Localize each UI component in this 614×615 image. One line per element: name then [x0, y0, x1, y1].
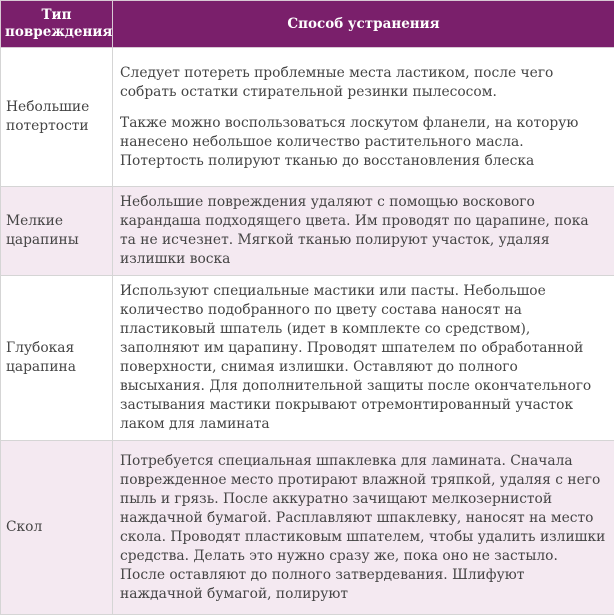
repair-paragraph: Потребуется специальная шпаклевка для ламината. Сначала поврежденное место протирают влажной тряпкой, удаляя с него пыль и грязь. После аккуратно зачищают мелкозернистой наждачной бумагой. Расплавляют шпаклевку, наносят на место скола. Проводят пластиковым шпателем, чтобы удалить излишки средства. Делать это нужно сразу же, пока оно не застыло. После оставляют до полного затвердевания. Шлифуют наждачной бумагой, полируют [120, 452, 607, 604]
header-damage-type: Тип повреждения [1, 1, 113, 48]
damage-type-cell: Глубокая царапина [1, 276, 113, 441]
repair-method-cell [113, 187, 614, 276]
table-header [1, 1, 614, 48]
header-row [1, 1, 614, 48]
header-repair-method: Способ устранения [113, 1, 614, 48]
table-body [1, 48, 614, 615]
repair-paragraph: Также можно воспользоваться лоскутом фланели, на которую нанесено небольшое количество растительного масла. Потертость полируют тканью до восстановления блеска [120, 114, 607, 171]
repair-method-cell [113, 441, 614, 615]
table-row [1, 276, 614, 441]
repair-method-cell [113, 48, 614, 187]
repair-paragraph: Небольшие повреждения удаляют с помощью воскового карандаша подходящего цвета. Им проводят по царапине, пока та не исчезнет. Мягкой тканью полируют участок, удаляя излишки воска [120, 193, 607, 269]
damage-type-cell: Небольшие потертости [1, 48, 113, 187]
table-row [1, 48, 614, 187]
table-row [1, 441, 614, 615]
repair-method-cell [113, 276, 614, 441]
damage-type-cell: Мелкие царапины [1, 187, 113, 276]
repair-paragraph: Следует потереть проблемные места ластиком, после чего собрать остатки стирательной резинки пылесосом. [120, 64, 607, 102]
repair-paragraph: Используют специальные мастики или пасты. Небольшое количество подобранного по цвету состава наносят на пластиковый шпатель (идет в комплекте со средством), заполняют им царапину. Проводят шпателем по обработанной поверхности, снимая излишки. Оставляют до полного высыхания. Для дополнительной защиты после окончательного застывания мастики покрывают отремонтированный участок лаком для ламината [120, 282, 607, 434]
damage-type-cell: Скол [1, 441, 113, 615]
table-row [1, 187, 614, 276]
